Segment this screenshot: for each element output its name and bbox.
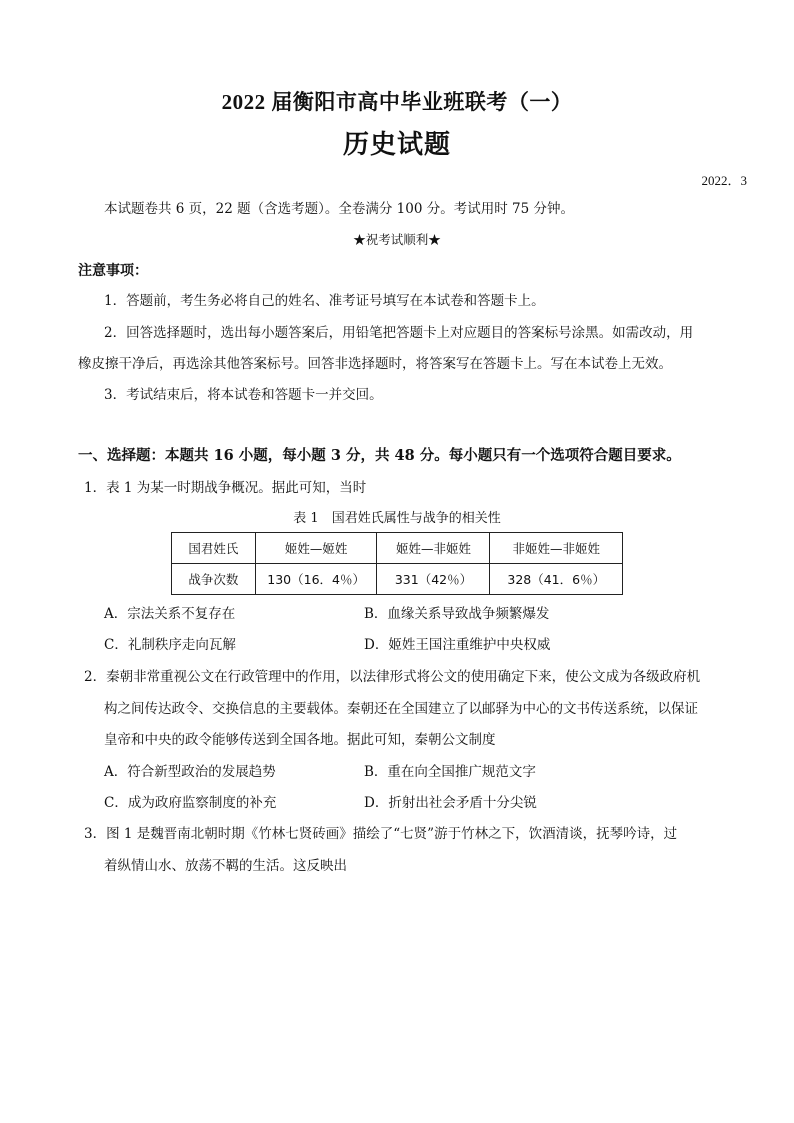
- question-1-option-c: C．礼制秩序走向瓦解: [104, 637, 236, 653]
- question-2-option-c: C．成为政府监察制度的补充: [104, 795, 277, 811]
- table-cell: 战争次数: [172, 564, 256, 595]
- question-2-line-2: 构之间传达政令、交换信息的主要载体。秦朝还在全国建立了以邮驿为中心的文书传送系统，以保证: [104, 701, 698, 717]
- subject-title: 历史试题: [342, 130, 451, 160]
- exam-intro: 本试题卷共 6 页，22 题（含选考题）。全卷满分 100 分。考试用时 75 分钟。: [104, 201, 575, 217]
- notice-item-1: 1．答题前，考生务必将自己的姓名、准考证号填写在本试卷和答题卡上。: [104, 293, 545, 309]
- war-statistics-table: [171, 532, 623, 595]
- table-header-cell: 非姬姓—非姬姓: [490, 533, 623, 564]
- section-heading: 一、选择题：本题共 16 小题，每小题 3 分，共 48 分。每小题只有一个选项符合题目要求。: [78, 447, 681, 464]
- notice-item-2-line-2: 橡皮擦干净后，再选涂其他答案标号。回答非选择题时，将答案写在答题卡上。写在本试卷上无效。: [78, 356, 672, 372]
- question-1-stem: 1．表 1 为某一时期战争概况。据此可知，当时: [84, 480, 367, 496]
- exam-title: 2022 届衡阳市高中毕业班联考（一）: [221, 90, 573, 114]
- question-1-option-b: B．血缘关系导致战争频繁爆发: [364, 606, 550, 622]
- table-cell: 130（16．4％）: [255, 564, 377, 595]
- table-header-row: [172, 533, 623, 564]
- question-2-option-a: A．符合新型政治的发展趋势: [104, 764, 276, 780]
- question-2-option-b: B．重在向全国推广规范文字: [364, 764, 536, 780]
- question-1-option-d: D．姬姓王国注重维护中央权威: [364, 637, 551, 653]
- table-row: [172, 564, 623, 595]
- question-1-option-a: A．宗法关系不复存在: [104, 606, 236, 622]
- question-2-line-3: 皇帝和中央的政令能够传送到全国各地。据此可知，秦朝公文制度: [104, 732, 496, 748]
- good-luck-line: ★祝考试顺利★: [353, 232, 441, 247]
- notice-item-2-line-1: 2．回答选择题时，选出每小题答案后，用铅笔把答题卡上对应题目的答案标号涂黑。如需改动，用: [104, 325, 694, 341]
- table-cell: 328（41．6％）: [490, 564, 623, 595]
- exam-date: 2022．3: [701, 173, 747, 188]
- notice-heading: 注意事项：: [78, 263, 148, 279]
- question-3-line-2: 着纵情山水、放荡不羁的生活。这反映出: [104, 858, 347, 874]
- table-cell: 331（42％）: [377, 564, 490, 595]
- notice-item-3: 3．考试结束后，将本试卷和答题卡一并交回。: [104, 387, 383, 403]
- table-header-cell: 姬姓—姬姓: [255, 533, 377, 564]
- question-2-option-d: D．折射出社会矛盾十分尖锐: [364, 795, 537, 811]
- table-header-cell: 国君姓氏: [172, 533, 256, 564]
- question-2-line-1: 2．秦朝非常重视公文在行政管理中的作用，以法律形式将公文的使用确定下来，使公文成为各级政府机: [84, 669, 701, 685]
- table-header-cell: 姬姓—非姬姓: [377, 533, 490, 564]
- question-3-line-1: 3．图 1 是魏晋南北朝时期《竹林七贤砖画》描绘了“七贤”游于竹林之下，饮酒清谈，抚琴吟诗，过: [84, 826, 678, 842]
- table-caption: 表 1 国君姓氏属性与战争的相关性: [293, 511, 501, 526]
